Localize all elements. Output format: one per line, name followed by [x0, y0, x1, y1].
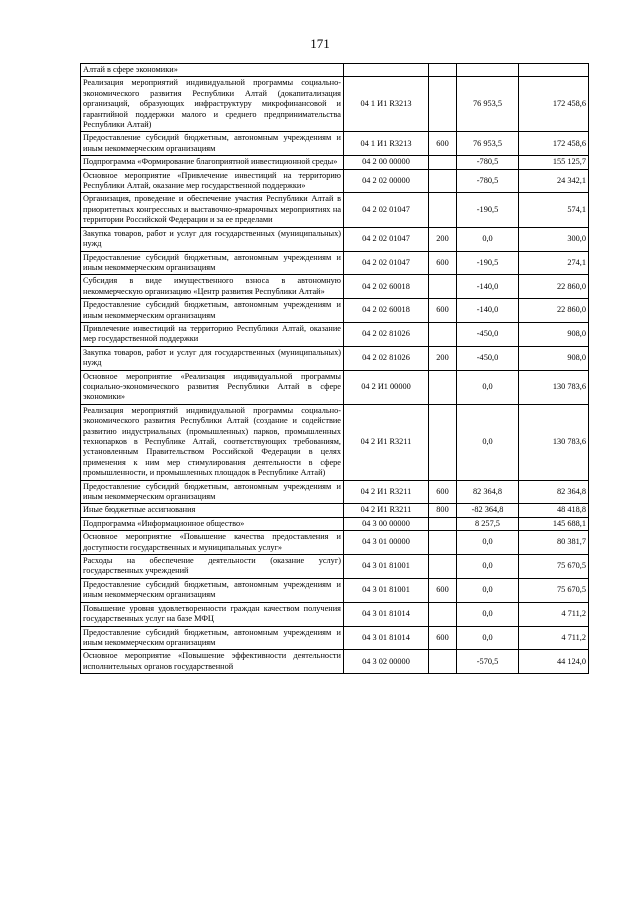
table-row: [81, 517, 589, 530]
row-change-cell: -190,5: [457, 251, 519, 275]
row-change-cell: -140,0: [457, 275, 519, 299]
row-code-cell: 04 2 И1 R3211: [344, 480, 429, 504]
row-change-cell: [457, 64, 519, 77]
table-row: [81, 531, 589, 555]
row-change-cell: 0,0: [457, 578, 519, 602]
row-total-cell: 80 381,7: [519, 531, 589, 555]
row-code-cell: 04 2 00 00000: [344, 156, 429, 169]
row-expense-type-cell: [429, 275, 457, 299]
row-code-cell: 04 2 02 01047: [344, 251, 429, 275]
row-total-cell: 300,0: [519, 227, 589, 251]
row-expense-type-cell: 600: [429, 626, 457, 650]
row-name-cell: Основное мероприятие «Реализация индивидуальной программы социально-экономического развития Республики Алтай в сфере экономики»: [81, 370, 344, 404]
row-code-cell: 04 3 01 81001: [344, 578, 429, 602]
row-change-cell: 0,0: [457, 626, 519, 650]
row-change-cell: -570,5: [457, 650, 519, 674]
row-name-cell: Субсидия в виде имущественного взноса в автономную некоммерческую организацию «Центр развития Республики Алтай»: [81, 275, 344, 299]
row-expense-type-cell: [429, 370, 457, 404]
row-expense-type-cell: [429, 77, 457, 132]
row-code-cell: 04 2 И1 R3211: [344, 504, 429, 517]
row-change-cell: 0,0: [457, 227, 519, 251]
row-expense-type-cell: [429, 650, 457, 674]
row-expense-type-cell: [429, 322, 457, 346]
row-code-cell: 04 2 02 01047: [344, 193, 429, 227]
row-expense-type-cell: [429, 404, 457, 480]
row-name-cell: Основное мероприятие «Привлечение инвестиций на территорию Республики Алтай, оказание мер государственной поддержки»: [81, 169, 344, 193]
row-code-cell: 04 2 И1 R3211: [344, 404, 429, 480]
row-code-cell: 04 2 02 81026: [344, 346, 429, 370]
row-expense-type-cell: [429, 517, 457, 530]
row-total-cell: 574,1: [519, 193, 589, 227]
row-change-cell: 76 953,5: [457, 132, 519, 156]
row-code-cell: 04 3 01 81001: [344, 555, 429, 579]
row-expense-type-cell: 800: [429, 504, 457, 517]
row-name-cell: Алтай в сфере экономики»: [81, 64, 344, 77]
row-total-cell: 24 342,1: [519, 169, 589, 193]
table-body: [81, 64, 589, 674]
row-expense-type-cell: 600: [429, 480, 457, 504]
row-total-cell: 130 783,6: [519, 370, 589, 404]
table-row: [81, 578, 589, 602]
row-change-cell: 0,0: [457, 531, 519, 555]
row-total-cell: 48 418,8: [519, 504, 589, 517]
row-name-cell: Основное мероприятие «Повышение качества предоставления и доступности государственных и муниципальных услуг»: [81, 531, 344, 555]
table-row: [81, 227, 589, 251]
row-name-cell: Предоставление субсидий бюджетным, автономным учреждениям и иным некоммерческим организациям: [81, 626, 344, 650]
row-total-cell: 172 458,6: [519, 132, 589, 156]
row-name-cell: Основное мероприятие «Повышение эффективности деятельности исполнительных органов государственной: [81, 650, 344, 674]
row-name-cell: Подпрограмма «Информационное общество»: [81, 517, 344, 530]
row-expense-type-cell: 600: [429, 578, 457, 602]
row-name-cell: Реализация мероприятий индивидуальной программы социально-экономического развития Республики Алтай (создание и содействие развитию индустриальных (промышленных) парков, промышленных технопарков в Республике Алтай, соответствующих требованиям, установленным Правительством Российской Федерации в целях применения к ним мер стимулирования деятельности в сфере промышленности, и промышленных площадок в Республике Алтай): [81, 404, 344, 480]
table-row: [81, 169, 589, 193]
row-code-cell: 04 1 И1 R3213: [344, 132, 429, 156]
row-total-cell: [519, 64, 589, 77]
row-name-cell: Закупка товаров, работ и услуг для государственных (муниципальных) нужд: [81, 227, 344, 251]
row-name-cell: Предоставление субсидий бюджетным, автономным учреждениям и иным некоммерческим организациям: [81, 299, 344, 323]
table-row: [81, 322, 589, 346]
row-change-cell: 8 257,5: [457, 517, 519, 530]
row-name-cell: Привлечение инвестиций на территорию Республики Алтай, оказание мер государственной поддержки: [81, 322, 344, 346]
table-row: [81, 346, 589, 370]
row-expense-type-cell: 600: [429, 299, 457, 323]
budget-table: [80, 63, 589, 674]
table-row: [81, 193, 589, 227]
row-total-cell: 145 688,1: [519, 517, 589, 530]
table-row: [81, 504, 589, 517]
row-change-cell: 0,0: [457, 404, 519, 480]
row-name-cell: Реализация мероприятий индивидуальной программы социально-экономического развития Республики Алтай (докапитализация организаций, образующих инфраструктуру микрофинансовой и гарантийной поддержки малого и среднего предпринимательства Республики Алтай): [81, 77, 344, 132]
row-expense-type-cell: [429, 602, 457, 626]
row-total-cell: 82 364,8: [519, 480, 589, 504]
row-name-cell: Повышение уровня удовлетворенности граждан качеством получения государственных услуг на базе МФЦ: [81, 602, 344, 626]
row-name-cell: Закупка товаров, работ и услуг для государственных (муниципальных) нужд: [81, 346, 344, 370]
row-name-cell: Иные бюджетные ассигнования: [81, 504, 344, 517]
row-name-cell: Расходы на обеспечение деятельности (оказание услуг) государственных учреждений: [81, 555, 344, 579]
row-change-cell: -450,0: [457, 322, 519, 346]
table-row: [81, 404, 589, 480]
row-expense-type-cell: 600: [429, 251, 457, 275]
row-expense-type-cell: [429, 64, 457, 77]
row-code-cell: 04 2 02 81026: [344, 322, 429, 346]
table-row: [81, 64, 589, 77]
table-row: [81, 370, 589, 404]
row-expense-type-cell: [429, 156, 457, 169]
table-row: [81, 156, 589, 169]
row-code-cell: [344, 64, 429, 77]
row-total-cell: 172 458,6: [519, 77, 589, 132]
row-change-cell: 0,0: [457, 555, 519, 579]
row-expense-type-cell: 200: [429, 227, 457, 251]
row-name-cell: Подпрограмма «Формирование благоприятной инвестиционной среды»: [81, 156, 344, 169]
row-total-cell: 22 860,0: [519, 299, 589, 323]
row-total-cell: 22 860,0: [519, 275, 589, 299]
row-total-cell: 4 711,2: [519, 626, 589, 650]
row-change-cell: 82 364,8: [457, 480, 519, 504]
row-change-cell: 76 953,5: [457, 77, 519, 132]
row-code-cell: 04 2 02 00000: [344, 169, 429, 193]
row-total-cell: 908,0: [519, 322, 589, 346]
row-expense-type-cell: [429, 193, 457, 227]
row-change-cell: -780,5: [457, 156, 519, 169]
row-change-cell: -190,5: [457, 193, 519, 227]
row-code-cell: 04 3 01 81014: [344, 626, 429, 650]
row-expense-type-cell: [429, 531, 457, 555]
table-row: [81, 251, 589, 275]
row-name-cell: Предоставление субсидий бюджетным, автономным учреждениям и иным некоммерческим организациям: [81, 578, 344, 602]
row-total-cell: 75 670,5: [519, 555, 589, 579]
row-total-cell: 908,0: [519, 346, 589, 370]
row-name-cell: Организация, проведение и обеспечение участия Республики Алтай в приоритетных конгрессных и выставочно-ярмарочных мероприятиях на территории Российской Федерации и за ее пределами: [81, 193, 344, 227]
table-row: [81, 626, 589, 650]
row-change-cell: -780,5: [457, 169, 519, 193]
row-code-cell: 04 3 02 00000: [344, 650, 429, 674]
row-code-cell: 04 1 И1 R3213: [344, 77, 429, 132]
row-change-cell: -140,0: [457, 299, 519, 323]
row-code-cell: 04 3 01 81014: [344, 602, 429, 626]
row-expense-type-cell: 600: [429, 132, 457, 156]
row-expense-type-cell: 200: [429, 346, 457, 370]
row-code-cell: 04 2 02 01047: [344, 227, 429, 251]
table-row: [81, 275, 589, 299]
table-row: [81, 480, 589, 504]
row-total-cell: 130 783,6: [519, 404, 589, 480]
row-total-cell: 44 124,0: [519, 650, 589, 674]
row-expense-type-cell: [429, 169, 457, 193]
table-row: [81, 555, 589, 579]
table-row: [81, 299, 589, 323]
row-change-cell: 0,0: [457, 370, 519, 404]
row-code-cell: 04 3 01 00000: [344, 531, 429, 555]
table-row: [81, 602, 589, 626]
row-code-cell: 04 3 00 00000: [344, 517, 429, 530]
row-total-cell: 4 711,2: [519, 602, 589, 626]
row-code-cell: 04 2 02 60018: [344, 275, 429, 299]
table-row: [81, 650, 589, 674]
table-row: [81, 77, 589, 132]
row-code-cell: 04 2 И1 00000: [344, 370, 429, 404]
row-change-cell: 0,0: [457, 602, 519, 626]
row-name-cell: Предоставление субсидий бюджетным, автономным учреждениям и иным некоммерческим организациям: [81, 132, 344, 156]
row-total-cell: 155 125,7: [519, 156, 589, 169]
row-total-cell: 274,1: [519, 251, 589, 275]
row-expense-type-cell: [429, 555, 457, 579]
row-code-cell: 04 2 02 60018: [344, 299, 429, 323]
page-number: 171: [310, 36, 330, 51]
row-change-cell: -450,0: [457, 346, 519, 370]
table-row: [81, 132, 589, 156]
row-total-cell: 75 670,5: [519, 578, 589, 602]
row-change-cell: -82 364,8: [457, 504, 519, 517]
row-name-cell: Предоставление субсидий бюджетным, автономным учреждениям и иным некоммерческим организациям: [81, 480, 344, 504]
row-name-cell: Предоставление субсидий бюджетным, автономным учреждениям и иным некоммерческим организациям: [81, 251, 344, 275]
